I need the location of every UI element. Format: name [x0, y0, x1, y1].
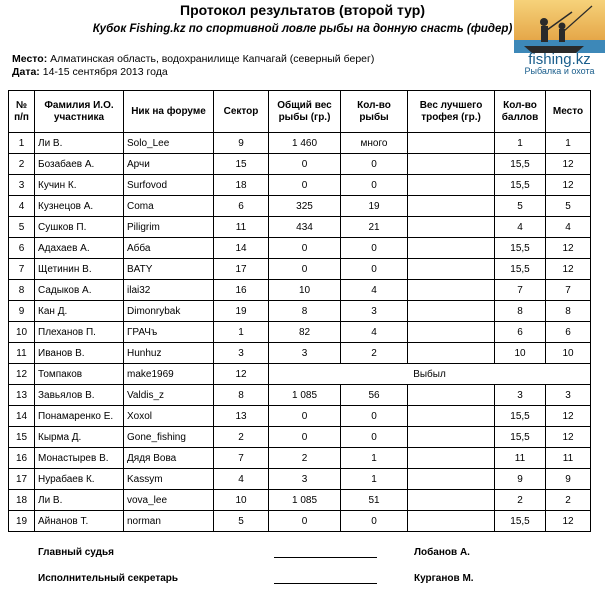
table-row: [9, 322, 591, 343]
table-cell: 12: [546, 427, 591, 448]
page-subtitle: Кубок Fishing.kz по спортивной ловле рыбы на донную снасть (фидер): [92, 23, 513, 35]
table-row: [9, 259, 591, 280]
page-title: Протокол результатов (второй тур): [180, 2, 425, 18]
venue-line: [12, 53, 374, 65]
table-cell: 8: [269, 301, 341, 322]
table-cell: 82: [269, 322, 341, 343]
table-cell: 19: [214, 301, 269, 322]
table-cell: Ли В.: [35, 490, 124, 511]
table-cell: 2: [495, 490, 546, 511]
table-cell: [408, 238, 495, 259]
table-cell: Dimonrybak: [124, 301, 214, 322]
table-cell: [408, 511, 495, 532]
table-cell: Gone_fishing: [124, 427, 214, 448]
table-cell: 15: [214, 154, 269, 175]
table-cell: Кучин К.: [35, 175, 124, 196]
table-cell: BATY: [124, 259, 214, 280]
table-cell: ГРАЧъ: [124, 322, 214, 343]
table-cell: 13: [9, 385, 35, 406]
table-cell: 4: [341, 322, 408, 343]
column-header: № п/п: [9, 91, 35, 133]
table-cell: [408, 217, 495, 238]
date-value: 14-15 сентября 2013 года: [42, 66, 168, 78]
judge-signature-line: [274, 557, 377, 558]
table-cell: 1 085: [269, 385, 341, 406]
venue-value: Алматинская область, водохранилище Капчагай (северный берег): [50, 53, 375, 65]
table-cell: 10: [9, 322, 35, 343]
table-row: [9, 238, 591, 259]
table-cell: 19: [9, 511, 35, 532]
table-cell: 0: [269, 175, 341, 196]
table-cell: Понамаренко Е.: [35, 406, 124, 427]
table-cell: ilai32: [124, 280, 214, 301]
table-cell: 19: [341, 196, 408, 217]
table-cell: много: [341, 133, 408, 154]
table-cell: [408, 385, 495, 406]
table-cell: 8: [546, 301, 591, 322]
table-cell: 12: [214, 364, 269, 385]
table-cell: 9: [9, 301, 35, 322]
column-header: Сектор: [214, 91, 269, 133]
table-cell: 5: [495, 196, 546, 217]
table-cell: 10: [269, 280, 341, 301]
table-cell: Piligrim: [124, 217, 214, 238]
table-cell: 21: [341, 217, 408, 238]
table-cell: 4: [495, 217, 546, 238]
table-cell: 14: [214, 238, 269, 259]
table-cell: [408, 196, 495, 217]
table-cell: 11: [546, 448, 591, 469]
table-cell: 12: [546, 259, 591, 280]
table-cell: 15,5: [495, 175, 546, 196]
column-header: Вес лучшего трофея (гр.): [408, 91, 495, 133]
table-cell: 2: [269, 448, 341, 469]
table-cell: Hunhuz: [124, 343, 214, 364]
table-cell: 2: [341, 343, 408, 364]
table-cell: [408, 133, 495, 154]
table-cell: 15,5: [495, 259, 546, 280]
table-row-dropout: [9, 364, 591, 385]
table-cell: 0: [269, 427, 341, 448]
table-cell: 5: [214, 511, 269, 532]
logo-caption: Рыбалка и охота: [524, 66, 595, 76]
table-cell: 4: [341, 280, 408, 301]
fishing-kz-logo: [514, 0, 605, 78]
table-cell: 1: [546, 133, 591, 154]
dropout-note: Выбыл: [269, 364, 591, 385]
table-cell: 7: [214, 448, 269, 469]
table-cell: 56: [341, 385, 408, 406]
table-cell: Сушков П.: [35, 217, 124, 238]
table-cell: 14: [9, 406, 35, 427]
judge-label: Главный судья: [38, 547, 114, 558]
table-cell: 0: [341, 238, 408, 259]
table-cell: 2: [214, 427, 269, 448]
table-cell: 3: [546, 385, 591, 406]
table-cell: [408, 343, 495, 364]
table-cell: 11: [9, 343, 35, 364]
table-cell: 5: [546, 196, 591, 217]
column-header: Кол-во баллов: [495, 91, 546, 133]
table-row: [9, 196, 591, 217]
table-cell: 5: [9, 217, 35, 238]
table-cell: [408, 280, 495, 301]
table-row: [9, 511, 591, 532]
table-cell: 3: [214, 343, 269, 364]
table-cell: Дядя Вова: [124, 448, 214, 469]
table-cell: [408, 448, 495, 469]
table-cell: Монастырев В.: [35, 448, 124, 469]
table-cell: 6: [495, 322, 546, 343]
table-cell: Ли В.: [35, 133, 124, 154]
table-cell: 15,5: [495, 427, 546, 448]
table-cell: Кырма Д.: [35, 427, 124, 448]
table-cell: 0: [269, 154, 341, 175]
table-row: [9, 448, 591, 469]
table-cell: 2: [9, 154, 35, 175]
table-cell: 0: [341, 259, 408, 280]
table-cell: Томпаков: [35, 364, 124, 385]
table-cell: 51: [341, 490, 408, 511]
table-cell: Нурабаев К.: [35, 469, 124, 490]
table-cell: Xoxol: [124, 406, 214, 427]
table-cell: 3: [341, 301, 408, 322]
date-label: Дата:: [12, 66, 40, 78]
table-cell: 9: [214, 133, 269, 154]
table-cell: 11: [495, 448, 546, 469]
table-cell: 12: [546, 238, 591, 259]
table-cell: 0: [269, 238, 341, 259]
table-cell: 3: [9, 175, 35, 196]
table-cell: 10: [495, 343, 546, 364]
table-cell: [408, 427, 495, 448]
table-cell: Адахаев А.: [35, 238, 124, 259]
judge-name: Лобанов А.: [414, 547, 470, 558]
table-row: [9, 301, 591, 322]
table-cell: 0: [341, 154, 408, 175]
table-cell: 1 085: [269, 490, 341, 511]
table-cell: 1: [214, 322, 269, 343]
table-cell: Плеханов П.: [35, 322, 124, 343]
table-row: [9, 133, 591, 154]
table-cell: Айнанов Т.: [35, 511, 124, 532]
table-cell: 16: [214, 280, 269, 301]
table-cell: [408, 154, 495, 175]
table-cell: Щетинин В.: [35, 259, 124, 280]
table-cell: 18: [9, 490, 35, 511]
table-cell: 4: [546, 217, 591, 238]
table-cell: 12: [546, 175, 591, 196]
table-cell: 3: [269, 469, 341, 490]
table-cell: [408, 175, 495, 196]
table-cell: 15,5: [495, 154, 546, 175]
table-cell: 15,5: [495, 238, 546, 259]
table-cell: [408, 469, 495, 490]
table-cell: 12: [546, 154, 591, 175]
table-row: [9, 217, 591, 238]
table-cell: 0: [269, 259, 341, 280]
table-cell: [408, 259, 495, 280]
table-cell: 0: [341, 406, 408, 427]
table-cell: Valdis_z: [124, 385, 214, 406]
table-row: [9, 469, 591, 490]
table-cell: [408, 490, 495, 511]
table-cell: 9: [495, 469, 546, 490]
table-cell: 2: [546, 490, 591, 511]
table-cell: 17: [9, 469, 35, 490]
table-cell: 1: [9, 133, 35, 154]
table-cell: 12: [546, 511, 591, 532]
table-cell: 6: [9, 238, 35, 259]
table-cell: make1969: [124, 364, 214, 385]
table-cell: 7: [9, 259, 35, 280]
table-cell: 1: [341, 469, 408, 490]
table-cell: 8: [9, 280, 35, 301]
table-cell: Арчи: [124, 154, 214, 175]
table-cell: 13: [214, 406, 269, 427]
table-cell: 8: [214, 385, 269, 406]
table-cell: [408, 406, 495, 427]
table-cell: [408, 322, 495, 343]
table-cell: 3: [495, 385, 546, 406]
table-cell: 18: [214, 175, 269, 196]
table-cell: 7: [546, 280, 591, 301]
table-cell: Кан Д.: [35, 301, 124, 322]
table-cell: norman: [124, 511, 214, 532]
table-cell: 1: [495, 133, 546, 154]
table-cell: 10: [546, 343, 591, 364]
table-cell: [408, 301, 495, 322]
table-cell: 0: [269, 511, 341, 532]
table-cell: Кузнецов А.: [35, 196, 124, 217]
table-cell: 0: [341, 427, 408, 448]
table-cell: Завьялов В.: [35, 385, 124, 406]
table-row: [9, 427, 591, 448]
table-cell: Садыков А.: [35, 280, 124, 301]
table-row: [9, 406, 591, 427]
table-cell: 9: [546, 469, 591, 490]
table-cell: 1: [341, 448, 408, 469]
column-header: Фамилия И.О. участника: [35, 91, 124, 133]
secretary-signature-line: [274, 583, 377, 584]
table-cell: 3: [269, 343, 341, 364]
table-cell: 8: [495, 301, 546, 322]
table-cell: 15,5: [495, 511, 546, 532]
table-cell: Surfovod: [124, 175, 214, 196]
table-cell: 10: [214, 490, 269, 511]
table-cell: 17: [214, 259, 269, 280]
table-cell: 16: [9, 448, 35, 469]
table-row: [9, 343, 591, 364]
table-cell: 4: [9, 196, 35, 217]
table-cell: vova_lee: [124, 490, 214, 511]
logo-text: fishing.kz: [528, 51, 591, 68]
table-cell: Бозабаев А.: [35, 154, 124, 175]
column-header: Ник на форуме: [124, 91, 214, 133]
column-header: Место: [546, 91, 591, 133]
table-cell: 11: [214, 217, 269, 238]
table-cell: 434: [269, 217, 341, 238]
table-cell: 12: [9, 364, 35, 385]
table-cell: 0: [341, 511, 408, 532]
results-table: [8, 90, 591, 532]
column-header: Кол-во рыбы: [341, 91, 408, 133]
table-row: [9, 385, 591, 406]
table-cell: Иванов В.: [35, 343, 124, 364]
table-cell: 6: [546, 322, 591, 343]
table-row: [9, 154, 591, 175]
table-cell: 7: [495, 280, 546, 301]
table-cell: 12: [546, 406, 591, 427]
table-cell: 4: [214, 469, 269, 490]
table-row: [9, 280, 591, 301]
table-cell: Kassym: [124, 469, 214, 490]
table-cell: 325: [269, 196, 341, 217]
table-cell: Solo_Lee: [124, 133, 214, 154]
table-row: [9, 490, 591, 511]
secretary-label: Исполнительный секретарь: [38, 573, 179, 584]
secretary-name: Курганов М.: [414, 573, 474, 584]
table-cell: 6: [214, 196, 269, 217]
table-cell: 15,5: [495, 406, 546, 427]
table-cell: 0: [269, 406, 341, 427]
table-cell: 15: [9, 427, 35, 448]
table-cell: 1 460: [269, 133, 341, 154]
table-cell: Абба: [124, 238, 214, 259]
table-cell: 0: [341, 175, 408, 196]
venue-label: Место:: [12, 53, 48, 65]
column-header: Общий вес рыбы (гр.): [269, 91, 341, 133]
table-header-row: [9, 91, 591, 133]
date-line: [12, 66, 168, 78]
table-cell: Coma: [124, 196, 214, 217]
table-row: [9, 175, 591, 196]
